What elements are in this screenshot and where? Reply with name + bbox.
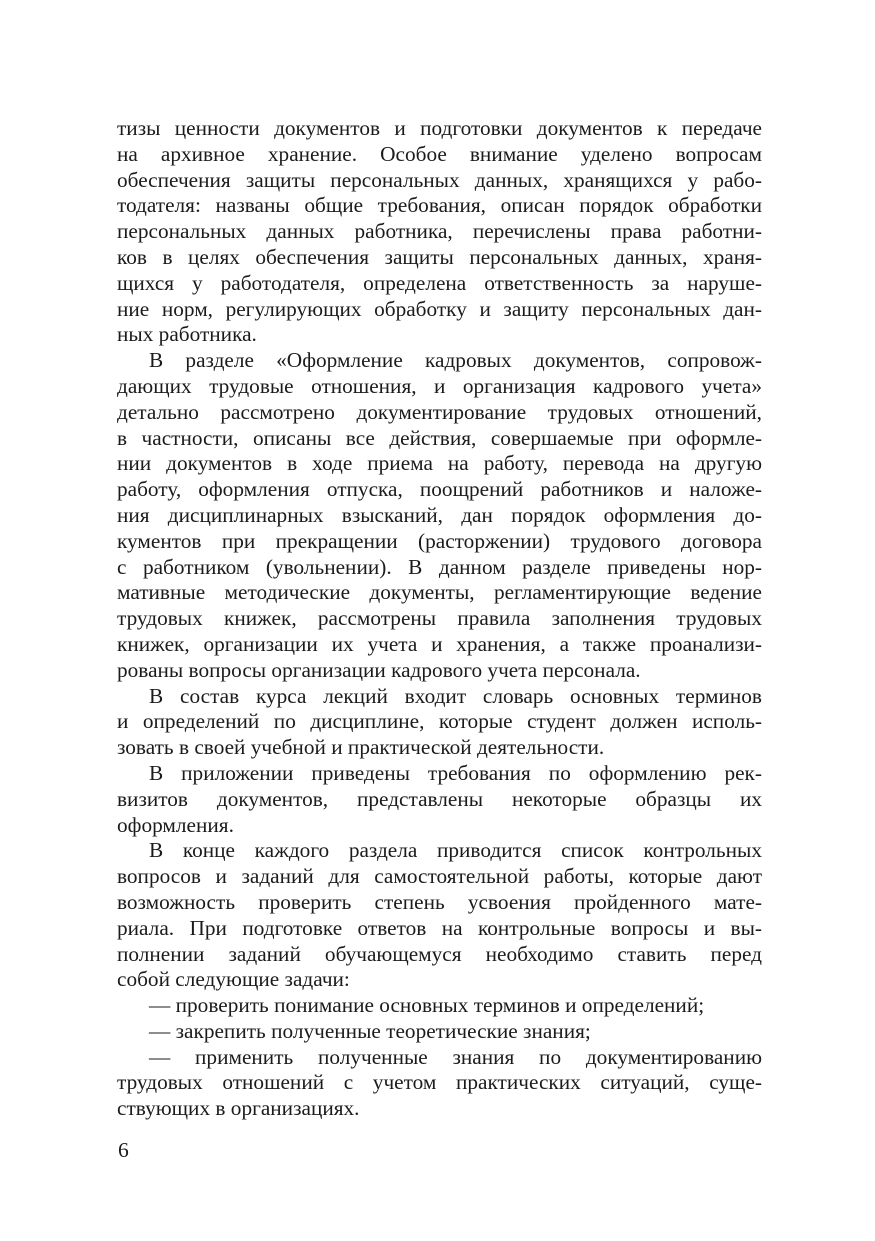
text-line: визитов документов, представлены некоторые образцы их <box>117 786 762 811</box>
text-line: вопросов и заданий для самостоятельной работы, которые дают <box>117 864 762 889</box>
text-block <box>117 116 762 1122</box>
text-line: книжек, организации их учета и хранения, а также проанализи- <box>117 631 762 656</box>
paragraph <box>117 684 762 761</box>
text-line: тодателя: названы общие требования, описан порядок обработки <box>117 193 762 218</box>
page-number: 6 <box>118 1138 129 1162</box>
paragraph <box>117 116 762 348</box>
text-line: дающих трудовые отношения, и организация кадрового учета» <box>117 373 762 398</box>
text-line: В состав курса лекций входит словарь основных терминов <box>149 683 762 708</box>
text-line: ния дисциплинарных взысканий, дан порядок оформления до- <box>117 502 762 527</box>
text-line: ние норм, регулирующих обработку и защиту персональных дан- <box>117 296 762 321</box>
text-line: В разделе «Оформление кадровых документов, сопровож- <box>149 348 762 373</box>
text-line: — проверить понимание основных терминов и определений; <box>149 993 705 1018</box>
text-line: — применить полученные знания по документированию <box>149 1044 762 1069</box>
text-line: рованы вопросы организации кадрового учета персонала. <box>117 657 641 682</box>
paragraph <box>117 1045 762 1122</box>
paragraph <box>117 993 762 1019</box>
text-line: детально рассмотрено документирование трудовых отношений, <box>117 399 762 424</box>
text-line: оформления. <box>117 812 234 837</box>
text-line: ствующих в организациях. <box>117 1096 360 1121</box>
text-line: возможность проверить степень усвоения пройденного мате- <box>117 889 762 914</box>
text-line: риала. При подготовке ответов на контрольные вопросы и вы- <box>117 915 762 940</box>
text-line: мативные методические документы, регламентирующие ведение <box>117 580 762 605</box>
text-line: и определений по дисциплине, которые студент должен исполь- <box>117 709 762 734</box>
text-line: собой следующие задачи: <box>117 967 350 992</box>
paragraph <box>117 1019 762 1045</box>
text-line: — закрепить полученные теоретические знания; <box>149 1018 591 1043</box>
text-line: полнении заданий обучающемуся необходимо ставить перед <box>117 941 762 966</box>
text-line: нии документов в ходе приема на работу, перевода на другую <box>117 451 762 476</box>
text-line: ков в целях обеспечения защиты персональных данных, храня- <box>117 244 762 269</box>
paragraph <box>117 761 762 838</box>
text-line: В конце каждого раздела приводится список контрольных <box>149 838 762 863</box>
text-line: щихся у работодателя, определена ответственность за наруше- <box>117 270 762 295</box>
text-line: с работником (увольнении). В данном разделе приведены нор- <box>117 554 762 579</box>
text-line: зовать в своей учебной и практической деятельности. <box>117 735 605 760</box>
text-line: персональных данных работника, перечислены права работни- <box>117 219 762 244</box>
paragraph <box>117 348 762 683</box>
text-line: на архивное хранение. Особое внимание уделено вопросам <box>117 141 762 166</box>
text-line: кументов при прекращении (расторжении) трудового договора <box>117 528 762 553</box>
text-line: трудовых отношений с учетом практических ситуаций, суще- <box>117 1070 762 1095</box>
text-line: в частности, описаны все действия, совершаемые при оформле- <box>117 425 762 450</box>
text-line: работу, оформления отпуска, поощрений работников и наложе- <box>117 477 762 502</box>
paragraph <box>117 838 762 993</box>
text-line: ных работника. <box>117 322 257 347</box>
text-line: тизы ценности документов и подготовки документов к передаче <box>117 116 762 140</box>
text-line: обеспечения защиты персональных данных, хранящихся у рабо- <box>117 167 762 192</box>
text-line: трудовых книжек, рассмотрены правила заполнения трудовых <box>117 606 762 631</box>
text-line: В приложении приведены требования по оформлению рек- <box>149 760 762 785</box>
